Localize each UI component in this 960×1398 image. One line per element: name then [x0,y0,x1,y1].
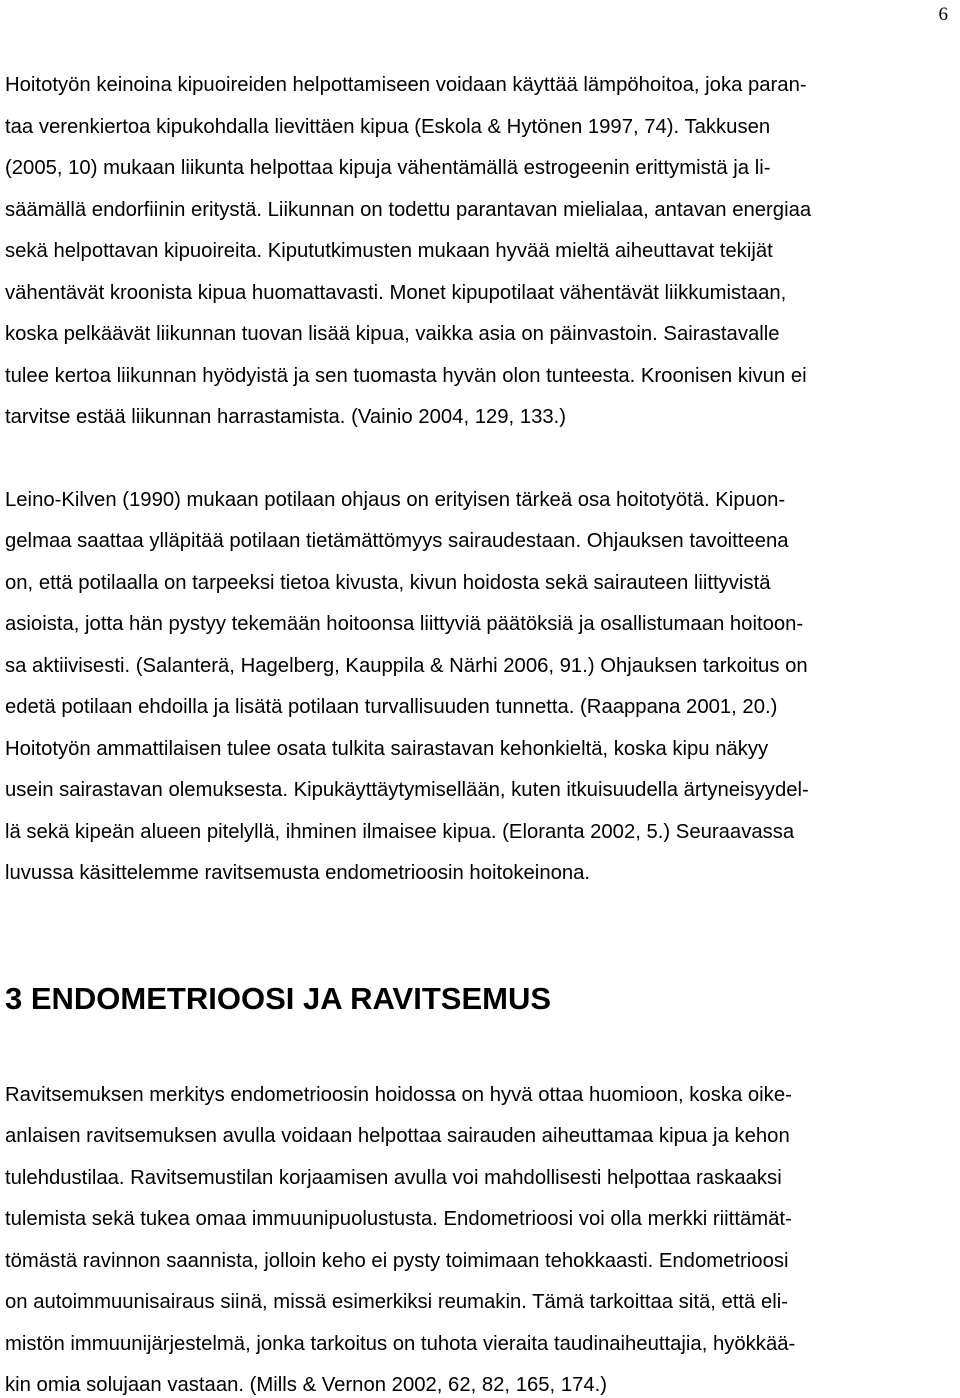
paragraph-line: kin omia solujaan vastaan. (Mills & Vernon 2002, 62, 82, 165, 174.) [5,1374,608,1396]
paragraph-line: tömästä ravinnon saannista, jolloin keho ei pysty toimimaan tehokkaasti. Endometrioosi [5,1250,789,1272]
paragraph-line: taa verenkiertoa kipukohdalla lievittäen kipua (Eskola & Hytönen 1997, 74). Takkusen [5,116,771,138]
paragraph-line: gelmaa saattaa ylläpitää potilaan tietämättömyys sairaudestaan. Ohjauksen tavoitteena [5,530,789,552]
paragraph-line: tulee kertoa liikunnan hyödyistä ja sen tuomasta hyvän olon tunteesta. Kroonisen kivun ei [5,365,807,387]
paragraph-line: mistön immuunijärjestelmä, jonka tarkoitus on tuhota vieraita taudinaiheuttajia, hyökkää- [5,1333,796,1355]
paragraph-line: tarvitse estää liikunnan harrastamista. (Vainio 2004, 129, 133.) [5,406,567,428]
paragraph-line: Hoitotyön keinoina kipuoireiden helpottamiseen voidaan käyttää lämpöhoitoa, joka paran- [5,74,807,96]
paragraph-line: Hoitotyön ammattilaisen tulee osata tulkita sairastavan kehonkieltä, koska kipu näkyy [5,738,769,760]
paragraph-line: sa aktiivisesti. (Salanterä, Hagelberg, Kauppila & Närhi 2006, 91.) Ohjauksen tarkoitus on [5,655,808,677]
paragraph-line: anlaisen ravitsemuksen avulla voidaan helpottaa sairauden aiheuttamaa kipua ja kehon [5,1125,790,1147]
paragraph-line: vähentävät kroonista kipua huomattavasti. Monet kipupotilaat vähentävät liikkumistaan, [5,282,787,304]
paragraph-line: Ravitsemuksen merkitys endometrioosin hoidossa on hyvä ottaa huomioon, koska oike- [5,1084,792,1106]
section-heading: 3 ENDOMETRIOOSI JA RAVITSEMUS [5,981,552,1016]
paragraph-line: lä sekä kipeän alueen pitelyllä, ihminen ilmaisee kipua. (Eloranta 2002, 5.) Seuraavassa [5,821,795,843]
page-number: 6 [938,4,948,25]
paragraph-line: (2005, 10) mukaan liikunta helpottaa kipuja vähentämällä estrogeenin erittymistä ja li- [5,157,771,179]
paragraph-line: säämällä endorfiinin eritystä. Liikunnan on todettu parantavan mielialaa, antavan energiaa [5,199,812,221]
paragraph-line: sekä helpottavan kipuoireita. Kipututkimusten mukaan hyvää mieltä aiheuttavat tekijät [5,240,773,262]
paragraph-line: usein sairastavan olemuksesta. Kipukäyttäytymisellään, kuten itkuisuudella ärtyneisyydel- [5,779,809,801]
paragraph-line: asioista, jotta hän pystyy tekemään hoitoonsa liittyviä päätöksiä ja osallistumaan hoitoon- [5,613,804,635]
paragraph-line: on, että potilaalla on tarpeeksi tietoa kivusta, kivun hoidosta sekä sairauteen liittyvistä [5,572,771,594]
paragraph-line: on autoimmuunisairaus siinä, missä esimerkiksi reumakin. Tämä tarkoittaa sitä, että eli- [5,1291,789,1313]
paragraph-line: Leino-Kilven (1990) mukaan potilaan ohjaus on erityisen tärkeä osa hoitotyötä. Kipuon- [5,489,786,511]
paragraph-line: luvussa käsittelemme ravitsemusta endometrioosin hoitokeinona. [5,862,591,884]
paragraph-line: koska pelkäävät liikunnan tuovan lisää kipua, vaikka asia on päinvastoin. Sairastavalle [5,323,780,345]
paragraph-line: tulehdustilaa. Ravitsemustilan korjaamisen avulla voi mahdollisesti helpottaa raskaaksi [5,1167,782,1189]
paragraph-line: tulemista sekä tukea omaa immuunipuolustusta. Endometrioosi voi olla merkki riittämät- [5,1208,792,1230]
paragraph-line: edetä potilaan ehdoilla ja lisätä potilaan turvallisuuden tunnetta. (Raappana 2001, 20.) [5,696,778,718]
